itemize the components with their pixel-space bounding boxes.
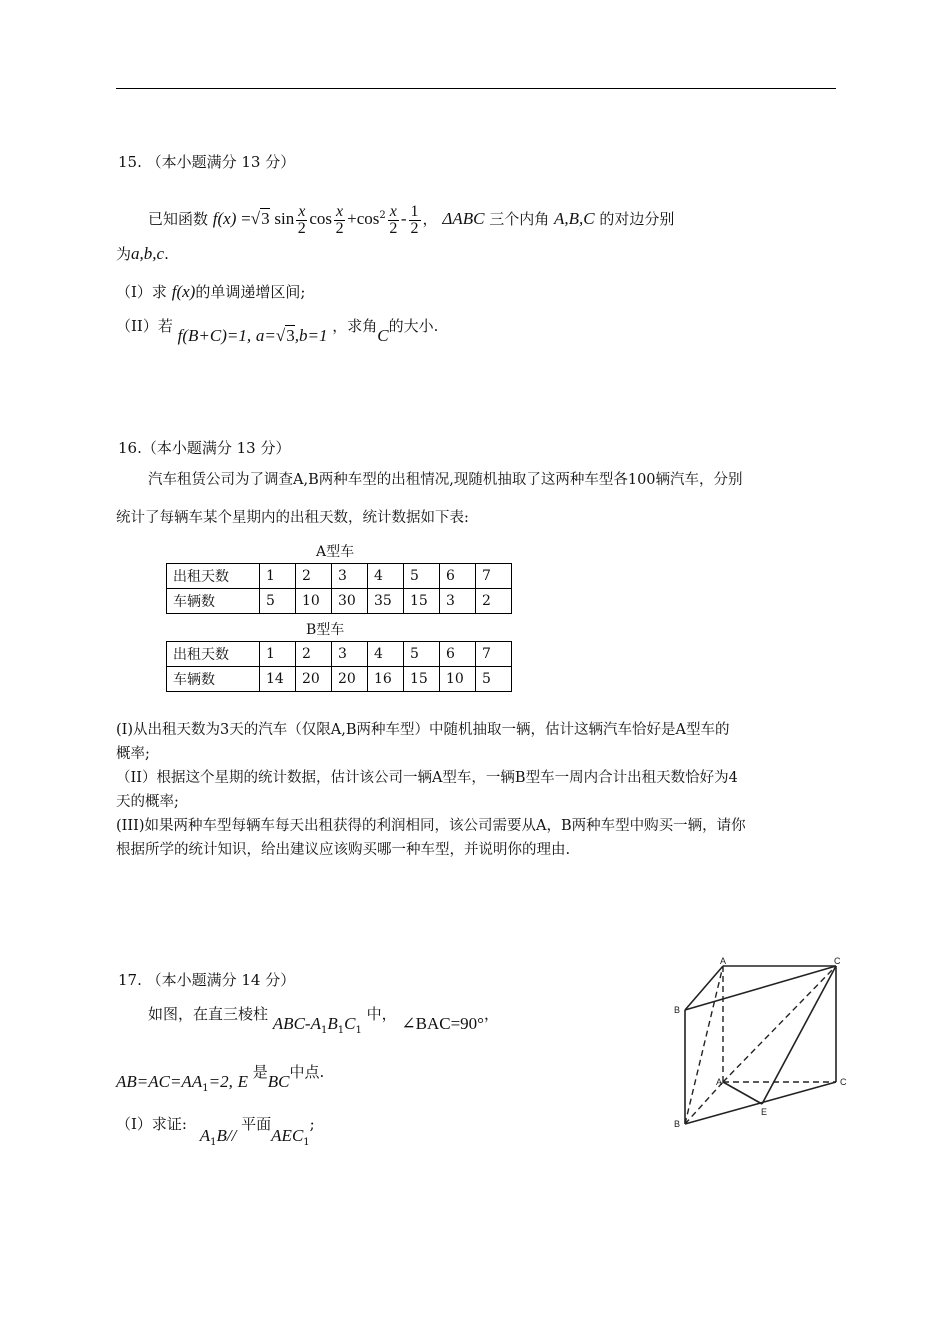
label-c: C (840, 1077, 847, 1087)
edge-ec1 (762, 966, 836, 1104)
q17-cond: $AB=AC=AA_1=2$, E 是BC中点. (116, 1063, 325, 1094)
q15-sin: sin (274, 209, 295, 228)
prism-figure (660, 956, 860, 1136)
q16-intro-l2: 统计了每辆车某个星期内的出租天数，统计数据如下表: (116, 510, 469, 526)
edge-b1a1 (685, 966, 723, 1010)
q16-tableB-caption: B型车 (306, 622, 345, 638)
q15-part2-cond: f(B+C)=1, (177, 326, 252, 345)
q16-intro-l1: 汽车租赁公司为了调查A,B两种车型的出租情况,现随机抽取了这两种车型各100辆汽车，分别 (148, 472, 743, 488)
q15-line2: 为a,b,c. (116, 244, 169, 263)
q15-triangle: ΔABC (442, 209, 485, 228)
q16-part2-l1: （II）根据这个星期的统计数据，估计该公司一辆A型车，一辆B型车一周内合计出租天数恰好为4 (116, 770, 738, 786)
q15-part1: （I）求 f(x)的单调递增区间; (116, 282, 306, 301)
q16-tableA (166, 563, 512, 614)
table-row: 出租天数 1 2 3 4 5 6 7 (167, 564, 512, 589)
q15-angles: A,B,C (554, 209, 595, 228)
label-c1: C (834, 956, 841, 966)
q15-frac-x2-b: $\frac{x}{2}$ (335, 202, 344, 237)
q15-intro: 已知函数 f(x) =√3 sin $\frac{x}{2}$ cos $\frac{x}{2}$ $+\cos^2$ $\frac{x}{2}$ - $\frac{1}{2}$ ， ΔABC 三个内角 A,B,C 的对边分别 (148, 202, 675, 237)
label-a: A (716, 1077, 723, 1087)
q15-part1-fx: f(x) (171, 282, 196, 301)
q16-parts (116, 718, 838, 862)
q16-part1-l2: 概率; (116, 746, 150, 762)
q17-header: 17. （本小题满分 14 分） (118, 971, 296, 989)
q15-frac-x2-c: $\frac{x}{2}$ (389, 202, 398, 237)
label-b1: B (674, 1005, 681, 1015)
edge-ac1 (723, 966, 836, 1082)
label-a1: A (720, 956, 727, 966)
q17-intro: 如图，在直三棱柱 ABC-$A_1B_1C_1$ 中， ∠BAC=90°， (148, 1005, 499, 1036)
q16-header: 16.（本小题满分 13 分） (118, 439, 291, 457)
q15-intro-prefix: 已知函数 (148, 210, 209, 228)
q16-part3-l1: (III)如果两种车型每辆车每天出租获得的利润相同，该公司需要从A，B两种车型中购买一辆，请你 (116, 818, 746, 834)
q16-part1-l1: (I)从出租天数为3天的汽车（仅限A,B两种车型）中随机抽取一辆，估计这辆汽车恰好是A型车的 (116, 722, 730, 738)
q15-intro-mid: 三个内角 (489, 210, 550, 228)
header-rule (116, 88, 836, 89)
edge-b1c1 (685, 966, 836, 1010)
edge-ba1 (685, 966, 723, 1124)
table-row: 车辆数 14 20 20 16 15 10 5 (167, 667, 512, 692)
table-row: 出租天数 1 2 3 4 5 6 7 (167, 642, 512, 667)
label-e: E (761, 1107, 768, 1117)
q15-cos: cos (309, 209, 333, 228)
q15-header: 15. （本小题满分 13 分） (118, 153, 296, 171)
label-b: B (674, 1119, 681, 1129)
q15-intro-suffix: 的对边分别 (599, 210, 675, 228)
table-row: 车辆数 5 10 30 35 15 3 2 (167, 589, 512, 614)
q15-sides: a,b,c (131, 244, 165, 263)
q16-tableA-caption: A型车 (316, 544, 355, 560)
q15-frac-half: $\frac{1}{2}$ (410, 202, 419, 237)
q15-frac-x2-a: $\frac{x}{2}$ (297, 202, 306, 237)
q15-part2-C: C (377, 326, 389, 345)
q15-cos2: cos (356, 209, 380, 228)
q15-fx: f(x) (212, 209, 237, 228)
edge-ae (723, 1082, 762, 1104)
q15-eq: = (241, 209, 251, 228)
q16-tableB (166, 641, 512, 692)
q17-part1: （I）求证: $A_1B//$ 平面$AEC_1$; (116, 1115, 315, 1148)
q17-angle: ∠BAC=90° (401, 1014, 484, 1033)
q15-sqrt3: 3 (261, 209, 270, 228)
q16-part3-l2: 根据所学的统计知识，给出建议应该购买哪一种车型，并说明你的理由. (116, 842, 571, 858)
q15-part2: （II）若 f(B+C)=1, a=√3,b=1 ，求角C的大小. (116, 317, 439, 345)
q16-part2-l2: 天的概率; (116, 794, 179, 810)
q17-prism: ABC-$A_1B_1C_1$ (272, 1014, 362, 1036)
